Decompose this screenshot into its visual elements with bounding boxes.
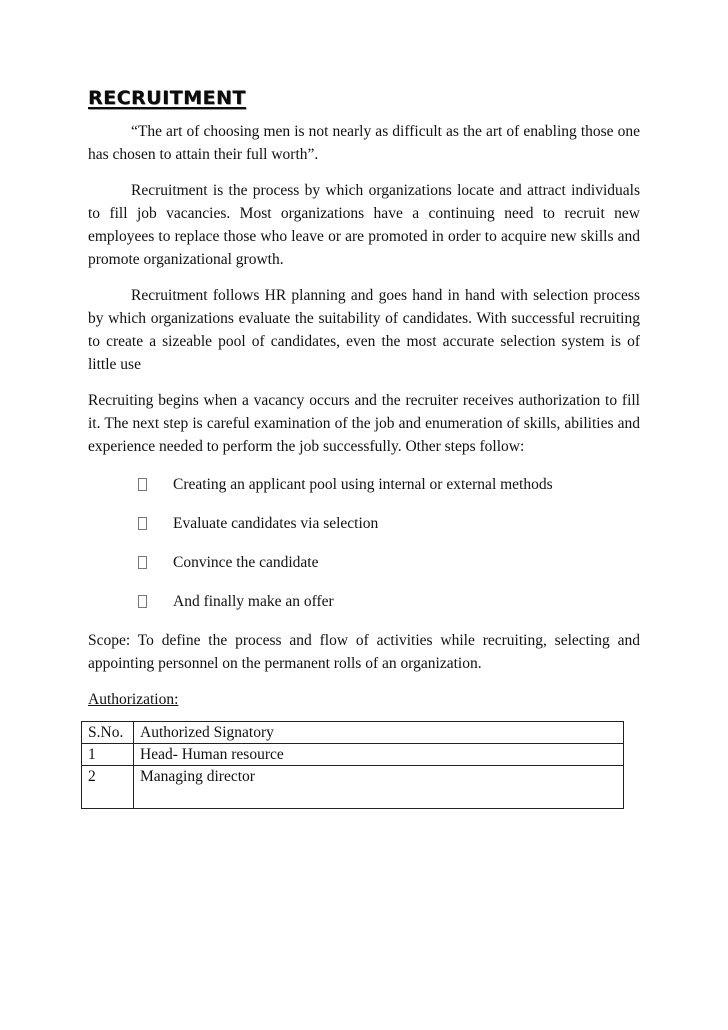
quote-paragraph: “The art of choosing men is not nearly as difficult as the art of enabling those one has chosen to attain their full worth”. <box>88 123 640 163</box>
table-header-row <box>82 722 624 744</box>
steps-list <box>88 473 640 613</box>
document-heading: RECRUITMENT <box>88 87 246 109</box>
authorization-table <box>81 721 624 809</box>
hr-planning-paragraph: Recruitment follows HR planning and goes hand in hand with selection process by which organizations evaluate the suitability of candidates. With successful recruiting to create a sizeable pool of candidates, even the most accurate selection system is of little use <box>88 287 640 373</box>
scope-paragraph: Scope: To define the process and flow of activities while recruiting, selecting and appointing personnel on the permanent rolls of an organization. <box>88 632 640 672</box>
table-row <box>82 766 624 809</box>
recruiting-begins-paragraph: Recruiting begins when a vacancy occurs and the recruiter receives authorization to fill it. The next step is careful examination of the job and enumeration of skills, abilities and experience needed to perform the job successfully. Other steps follow: <box>88 392 640 455</box>
list-item <box>88 473 640 496</box>
square-bullet-icon <box>138 595 147 608</box>
list-item <box>88 512 640 535</box>
row-signatory: Managing director <box>134 766 624 809</box>
step-text: Creating an applicant pool using internal or external methods <box>173 476 553 493</box>
authorization-label: Authorization: <box>88 691 179 708</box>
document-page <box>88 84 640 785</box>
list-item <box>88 551 640 574</box>
square-bullet-icon <box>138 556 147 569</box>
row-sno: 1 <box>82 744 134 766</box>
step-text: Evaluate candidates via selection <box>173 515 379 532</box>
step-text: Convince the candidate <box>173 554 319 571</box>
square-bullet-icon <box>138 478 147 491</box>
definition-paragraph: Recruitment is the process by which organizations locate and attract individuals to fill job vacancies. Most organizations have a continuing need to recruit new employees to replace those who leave or are promoted in order to acquire new skills and promote organizational growth. <box>88 182 640 268</box>
row-sno: 2 <box>82 766 134 809</box>
header-signatory: Authorized Signatory <box>134 722 624 744</box>
step-text: And finally make an offer <box>173 593 334 610</box>
list-item <box>88 590 640 613</box>
row-signatory: Head- Human resource <box>134 744 624 766</box>
header-sno: S.No. <box>82 722 134 744</box>
table-row <box>82 744 624 766</box>
square-bullet-icon <box>138 517 147 530</box>
